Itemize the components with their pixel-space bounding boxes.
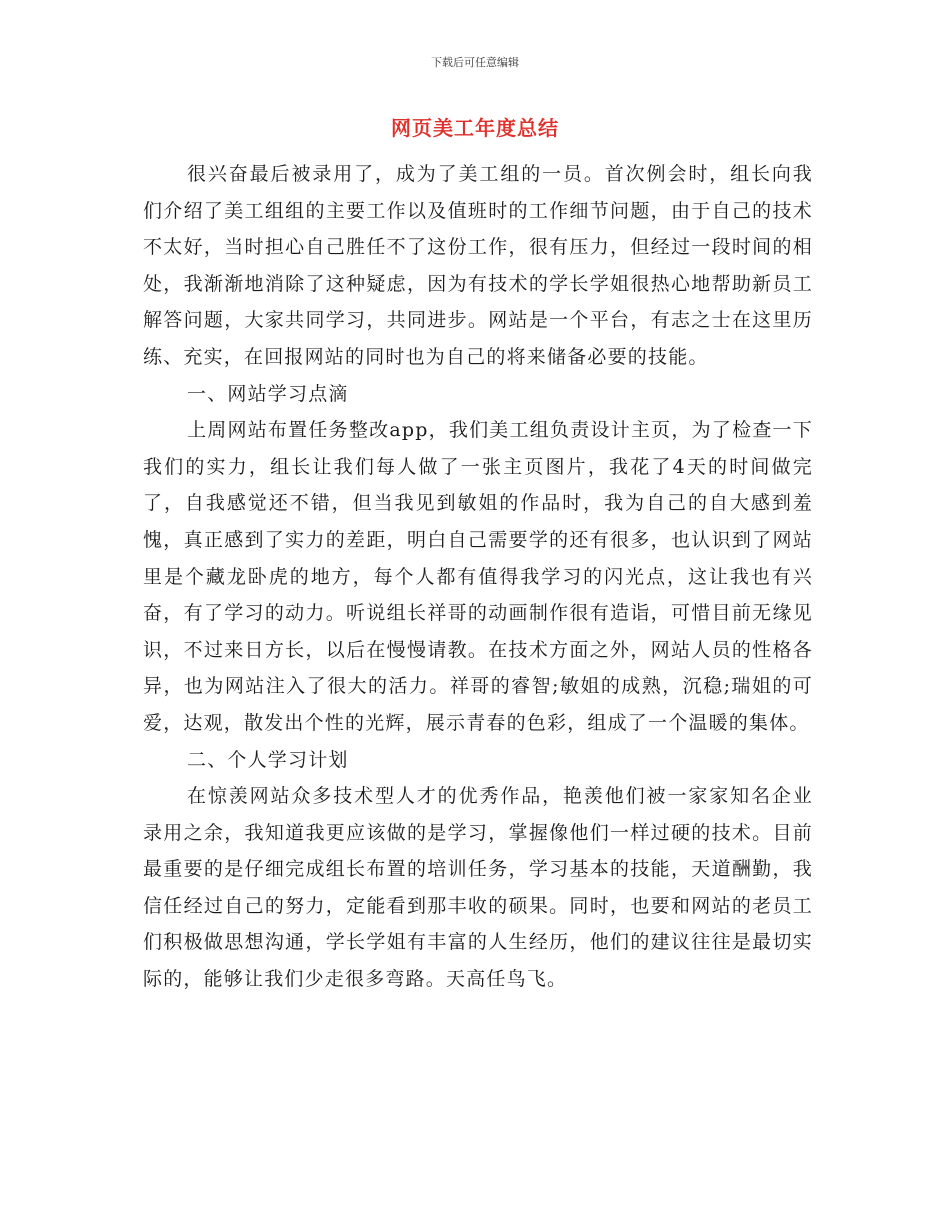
document-body (143, 156, 813, 998)
paragraph-section-2: 在惊羡网站众多技术型人才的优秀作品，艳羡他们被一家家知名企业录用之余，我知道我更应该做的是学习，掌握像他们一样过硬的技术。目前最重要的是仔细完成组长布置的培训任务，学习基本的技能，天道酬勤，我信任经过自己的努力，定能看到那丰收的硕果。同时，也要和网站的老员工们积极做思想沟通，学长学姐有丰富的人生经历，他们的建议往往是最切实际的，能够让我们少走很多弯路。天高任鸟飞。 (143, 785, 813, 991)
section-heading-1: 一、网站学习点滴 (187, 382, 349, 405)
document-title: 网页美工年度总结 (391, 116, 559, 140)
header-note: 下载后可任意编辑 (431, 56, 519, 69)
paragraph-intro: 很兴奋最后被录用了，成为了美工组的一员。首次例会时，组长向我们介绍了美工组组的主要工作以及值班时的工作细节问题，由于自己的技术不太好，当时担心自己胜任不了这份工作，很有压力，但经过一段时间的相处，我渐渐地消除了这种疑虑，因为有技术的学长学姐很热心地帮助新员工解答问题，大家共同学习，共同进步。网站是一个平台，有志之士在这里历练、充实，在回报网站的同时也为自己的将来储备必要的技能。 (143, 163, 813, 368)
section-heading-2: 二、个人学习计划 (187, 748, 349, 771)
paragraph-section-1: 上周网站布置任务整改app，我们美工组负责设计主页，为了检查一下我们的实力，组长让我们每人做了一张主页图片，我花了4天的时间做完了，自我感觉还不错，但当我见到敏姐的作品时，我为自己的自大感到羞愧，真正感到了实力的差距，明白自己需要学的还有很多，也认识到了网站里是个藏龙卧虎的地方，每个人都有值得我学习的闪光点，这让我也有兴奋，有了学习的动力。听说组长祥哥的动画制作很有造诣，可惜目前无缘见识，不过来日方长，以后在慢慢请教。在技术方面之外，网站人员的性格各异，也为网站注入了很大的活力。祥哥的睿智;敏姐的成熟，沉稳;瑞姐的可爱，达观，散发出个性的光辉，展示青春的色彩，组成了一个温暖的集体。 (143, 419, 813, 734)
